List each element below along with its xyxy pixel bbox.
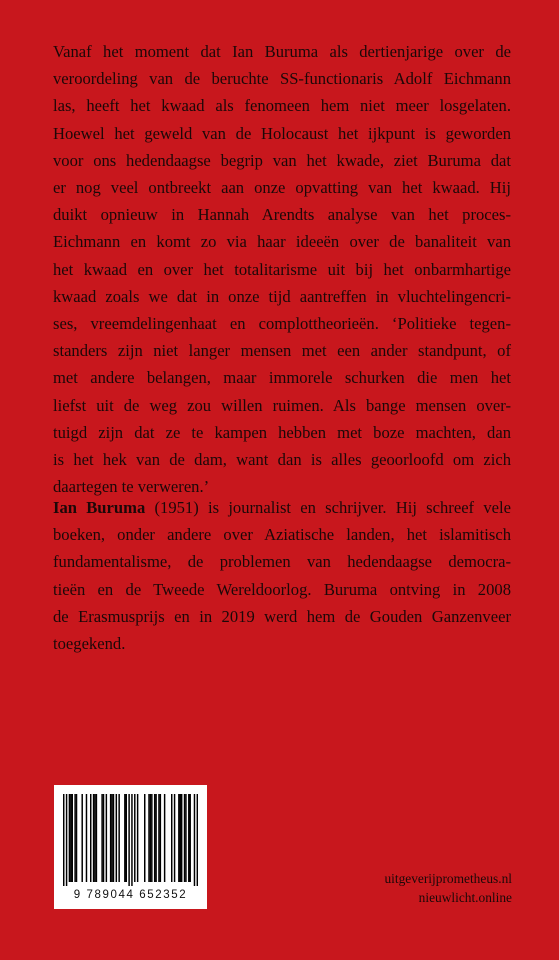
- barcode-bar: [185, 794, 186, 882]
- barcode-bar: [188, 794, 189, 882]
- bio-line: de Erasmusprijs en in 2019 werd hem de Gouden Ganzenveer: [53, 606, 511, 626]
- barcode-bars: [63, 794, 198, 886]
- barcode-bar: [90, 794, 91, 882]
- barcode-bar: [180, 794, 181, 882]
- barcode-bar: [70, 794, 71, 882]
- barcode-bar: [74, 794, 75, 882]
- barcode-bar: [126, 794, 127, 882]
- barcode-bar: [194, 794, 195, 886]
- barcode-bar: [111, 794, 112, 882]
- barcode-bar: [137, 794, 138, 882]
- blurb-line: standers zijn niet langer mensen met een ander standpunt, of: [53, 341, 511, 361]
- barcode-bar: [86, 794, 87, 882]
- barcode-bar: [148, 794, 149, 882]
- blurb-line: liefst uit de weg zou willen ruimen. Als bange mensen over-: [53, 395, 511, 415]
- barcode-bar: [178, 794, 179, 882]
- isbn-barcode: [54, 785, 207, 909]
- barcode-bar: [113, 794, 114, 882]
- blurb-line: daartegen te verweren.’: [53, 477, 210, 497]
- blurb-line: voor ons hedendaagse begrip van het kwade, ziet Buruma dat: [53, 150, 511, 170]
- blurb-line: ses, vreemdelingenhaat en complottheorieën. ‘Politieke tegen-: [53, 314, 511, 334]
- barcode-bar: [154, 794, 155, 882]
- barcode-bar: [76, 794, 77, 882]
- isbn-number: 9 789044 652352: [73, 889, 188, 901]
- bio-line: tieën en de Tweede Wereldoorlog. Buruma ontving in 2008: [53, 579, 511, 599]
- publisher-url: uitgeverijprometheus.nl: [384, 871, 512, 886]
- barcode-bar: [174, 794, 175, 882]
- barcode-bar: [96, 794, 97, 882]
- barcode-bar: [151, 794, 152, 882]
- barcode-bar: [101, 794, 102, 882]
- blurb-line: Hoewel het geweld van de Holocaust het ijkpunt is geworden: [53, 123, 511, 143]
- blurb-text: [53, 38, 511, 500]
- blurb-line: duikt opnieuw in Hannah Arendts analyse van het proces-: [53, 205, 511, 225]
- barcode-bar: [160, 794, 161, 882]
- publisher-urls: [384, 869, 512, 907]
- imprint-url: nieuwlicht.online: [418, 890, 512, 905]
- barcode-bar: [106, 794, 107, 882]
- barcode-bar: [131, 794, 132, 886]
- author-bio: [53, 494, 511, 657]
- blurb-line: tuigd zijn dat ze te kampen hebben met boze machten, dan: [53, 422, 511, 442]
- barcode-bar: [150, 794, 151, 882]
- barcode-bar: [124, 794, 125, 882]
- barcode-bar: [118, 794, 119, 882]
- barcode-bar: [184, 794, 185, 882]
- barcode-bar: [116, 794, 117, 882]
- barcode-bar: [93, 794, 94, 882]
- blurb-line: het kwaad en over het totalitarisme uit bij het onbarmhartige: [53, 259, 511, 279]
- bio-line: toegekend.: [53, 634, 126, 654]
- blurb-line: Eichmann en komt zo via haar ideeën over de banaliteit van: [53, 232, 511, 252]
- barcode-bar: [181, 794, 182, 882]
- blurb-line: is het hek van de dam, want dan is alles geoorloofd om zich: [53, 450, 511, 470]
- barcode-bar: [81, 794, 82, 882]
- author-name: Ian Buruma: [53, 498, 146, 517]
- barcode-bar: [110, 794, 111, 882]
- barcode-bar: [197, 794, 198, 886]
- barcode-bar: [66, 794, 67, 886]
- blurb-line: kwaad zoals we dat in onze tijd aantreffen in vluchtelingencri-: [53, 286, 511, 306]
- blurb-line: Vanaf het moment dat Ian Buruma als dertienjarige over de: [53, 42, 511, 61]
- barcode-bar: [69, 794, 70, 882]
- bio-line: fundamentalisme, de problemen van hedendaagse democra-: [53, 552, 511, 572]
- barcode-bar: [164, 794, 165, 882]
- barcode-bar: [144, 794, 145, 882]
- bio-line: boeken, onder andere over Aziatische landen, het islamitisch: [53, 525, 511, 545]
- blurb-line: veroordeling van de beruchte SS-functionaris Adolf Eichmann: [53, 69, 511, 89]
- barcode-bar: [158, 794, 159, 882]
- blurb-line: las, heeft het kwaad als fenomeen hem niet meer losgelaten.: [53, 96, 511, 116]
- barcode-bar: [189, 794, 190, 882]
- barcode-bar: [94, 794, 95, 882]
- bio-line: (1951) is journalist en schrijver. Hij schreef vele: [145, 498, 511, 517]
- barcode-bar: [171, 794, 172, 882]
- bio-first-line: [53, 494, 511, 521]
- barcode-bar: [128, 794, 129, 886]
- barcode-bar: [103, 794, 104, 882]
- barcode-bar: [155, 794, 156, 882]
- barcode-bar: [63, 794, 64, 886]
- blurb-line: er nog veel ontbreekt aan onze opvatting van het kwaad. Hij: [53, 178, 511, 198]
- barcode-bar: [72, 794, 73, 882]
- barcode-bar: [134, 794, 135, 882]
- blurb-line: met andere belangen, maar immorele schurken die men het: [53, 368, 511, 388]
